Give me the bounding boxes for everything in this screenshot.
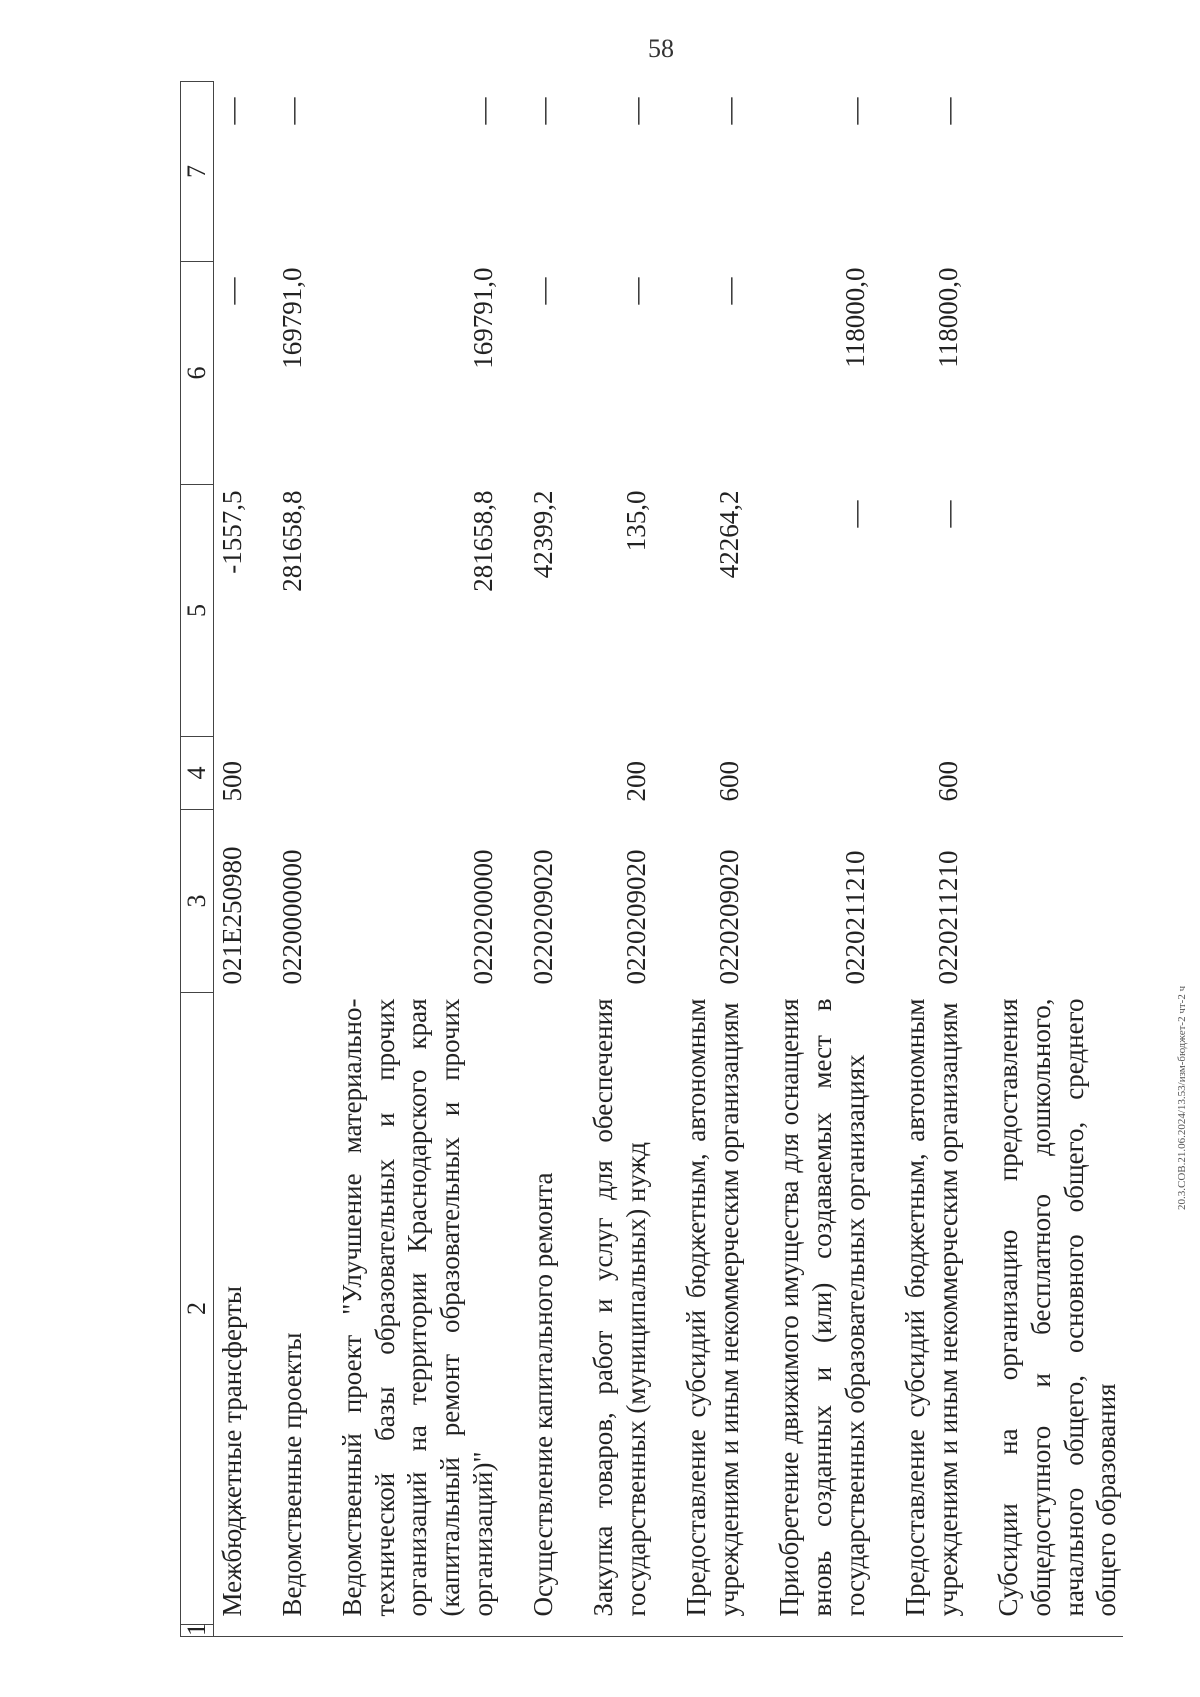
budget-table: [180, 81, 1123, 1637]
row-code: 0220209020: [621, 849, 652, 985]
budget-table-rotated: [180, 82, 1122, 1637]
row-value-6: 118000,0: [839, 267, 870, 368]
row-number-cell: [587, 1625, 680, 1637]
row-type: 500: [216, 761, 247, 802]
table-row: [213, 82, 275, 1637]
row-type: 600: [714, 761, 745, 802]
row-name: Осуществление капитального ремонта: [528, 1172, 559, 1617]
row-value-6: —: [528, 277, 559, 305]
row-value-5: -1557,5: [216, 490, 247, 574]
row-value-7: —: [216, 97, 247, 125]
row-value-5: [992, 485, 1124, 737]
row-name: Ведомственные проекты: [276, 1332, 307, 1617]
header-col-7: 7: [181, 82, 214, 262]
row-value-6: 169791,0: [276, 267, 307, 369]
page-number: 58: [648, 34, 674, 63]
row-type: [992, 737, 1124, 810]
table-row: [992, 82, 1124, 1637]
row-type: [336, 737, 528, 810]
row-name: Субсидии на организацию предоставления общедоступного и бесплатного дошкольного, начального общего, основного общего, среднего общего образования: [992, 998, 1122, 1617]
row-value-7: —: [528, 97, 559, 125]
table-row: [336, 82, 528, 1637]
row-code: [992, 810, 1124, 993]
row-code: 0220200000: [468, 849, 499, 985]
row-type: [773, 737, 899, 810]
row-name: Предоставление субсидий бюджетным, автономным учреждениям и иным некоммерческим организациям: [899, 998, 963, 1617]
row-value-6: [992, 262, 1124, 485]
row-number-cell: [680, 1625, 773, 1637]
row-name: Ведомственный проект "Улучшение материально-технической базы образовательных и прочих организаций на территории Краснодарского края (капитальный ремонт образовательных и прочих организаций)": [336, 998, 499, 1617]
row-code: 0220211210: [932, 850, 963, 985]
row-name: Приобретение движимого имущества для оснащения вновь созданных и (или) создаваемых мест в государственных образовательных организациях: [773, 998, 870, 1617]
row-type: 200: [621, 761, 652, 802]
row-name: Межбюджетные трансферты: [216, 1285, 247, 1617]
row-value-5: 281658,8: [276, 490, 307, 592]
row-value-5: 42399,2: [528, 490, 559, 579]
table-row: [773, 82, 899, 1637]
row-code: 0220209020: [528, 849, 559, 985]
table-row: [276, 82, 336, 1637]
row-number-cell: [276, 1625, 336, 1637]
header-col-6: 6: [181, 262, 214, 485]
row-value-5: 281658,8: [468, 490, 499, 592]
row-value-5: —: [932, 500, 963, 528]
row-value-5: 42264,2: [714, 490, 745, 579]
row-value-6: 169791,0: [468, 267, 499, 369]
row-code: 021E250980: [216, 846, 247, 985]
row-code: 0220209020: [714, 849, 745, 985]
row-type: [276, 737, 336, 810]
row-number-cell: [992, 1625, 1124, 1637]
header-col-1: 1: [181, 1625, 214, 1637]
document-footer-code: 20.3.СОВ.21.06.2024/13.53/изм-бюджет-2 чт-2 ч: [1176, 985, 1188, 1210]
row-code: 0220211210: [839, 850, 870, 985]
header-row: [181, 82, 214, 1637]
row-value-5: —: [839, 500, 870, 528]
header-col-4: 4: [181, 737, 214, 810]
row-value-5: 135,0: [621, 490, 652, 552]
row-code: 0220000000: [276, 849, 307, 985]
row-number-cell: [336, 1625, 528, 1637]
row-value-7: —: [468, 97, 499, 125]
header-col-5: 5: [181, 485, 214, 737]
row-value-6: —: [714, 277, 745, 305]
row-value-7: —: [714, 97, 745, 125]
table-row: [527, 82, 587, 1637]
header-col-2: 2: [181, 993, 214, 1625]
row-type: 600: [932, 761, 963, 802]
row-value-7: [992, 82, 1124, 262]
row-value-7: —: [839, 97, 870, 125]
row-value-7: —: [621, 97, 652, 125]
row-number-cell: [527, 1625, 587, 1637]
row-name: Предоставление субсидий бюджетным, автономным учреждениям и иным некоммерческим организациям: [681, 998, 745, 1617]
table-row: [680, 82, 773, 1637]
table-row: [899, 82, 992, 1637]
header-col-3: 3: [181, 810, 214, 993]
table-body: [213, 82, 1123, 1637]
row-value-6: —: [216, 277, 247, 305]
row-value-7: —: [932, 97, 963, 125]
row-number-cell: [213, 1625, 275, 1637]
row-type: [527, 737, 587, 810]
row-value-7: —: [276, 97, 307, 125]
row-value-6: —: [621, 277, 652, 305]
row-number-cell: [773, 1625, 899, 1637]
table-header: [181, 82, 214, 1637]
row-name: Закупка товаров, работ и услуг для обеспечения государственных (муниципальных) нужд: [588, 998, 652, 1617]
row-number-cell: [899, 1625, 992, 1637]
row-value-6: 118000,0: [932, 267, 963, 368]
table-row: [587, 82, 680, 1637]
